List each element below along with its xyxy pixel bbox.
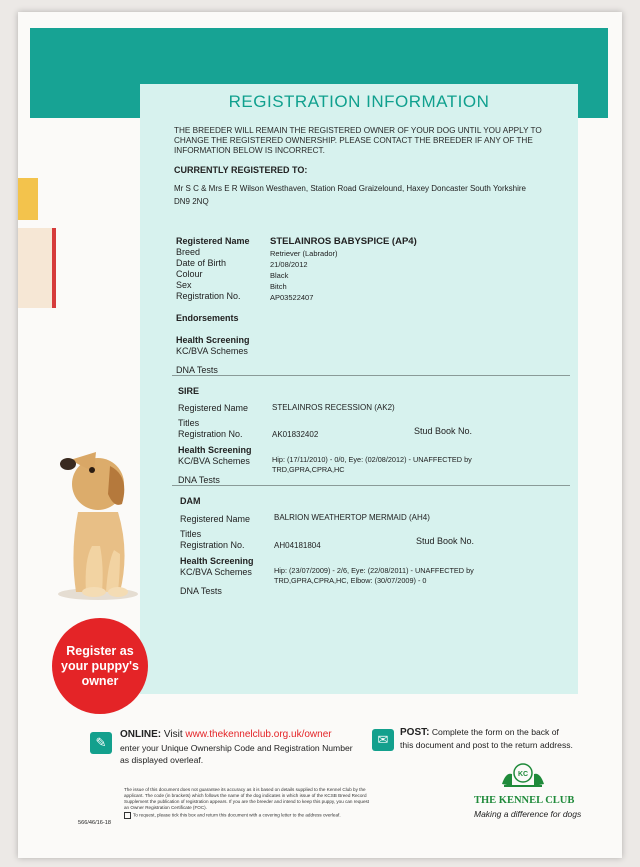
breed-label: Breed [176,247,201,257]
badge-line1: Register as [66,643,134,658]
kennel-club-logo-text: KC [517,771,529,778]
endorsements-label: Endorsements [176,313,239,323]
dog-kc-bva-label: KC/BVA Schemes [176,346,248,356]
registration-panel [140,84,578,694]
registered-name-label: Registered Name [176,236,250,246]
online-heading [120,729,332,740]
divider [172,485,570,486]
foc-request-checkbox[interactable] [124,812,131,819]
dam-heading: DAM [180,496,201,506]
disclaimer-line4: an Owner Registration Certificate (FOC). [124,805,207,810]
disclaimer-line5: To request, please tick this box and return this document with a covering letter to the address overleaf. [133,812,341,818]
document-title: REGISTRATION INFORMATION [228,92,490,111]
badge-line3: owner [81,673,119,688]
dog-values [270,248,338,303]
sire-reg-no: AK01832402 [272,430,319,439]
colour-value: Black [270,271,289,280]
dam-reg-no-label: Registration No. [180,540,245,550]
dob-value: 21/08/2012 [270,260,308,269]
sire-dna-label: DNA Tests [178,475,220,485]
online-visit: Visit [163,729,183,740]
sire-registered-name: STELAINROS RECESSION (AK2) [272,403,395,412]
post-label: POST: [400,727,430,738]
sire-heading: SIRE [178,386,200,396]
dam-health-screening-label: Health Screening [180,556,254,566]
dam-registered-name: BALRION WEATHERTOP MERMAID (AH4) [274,513,430,522]
post-heading [400,727,559,738]
owner-address-line2: DN9 2NQ [174,197,209,206]
dog-dna-label: DNA Tests [176,365,218,375]
dam-dna-label: DNA Tests [180,586,222,596]
owner-url-link[interactable]: www.thekennelclub.org.uk/owner [185,729,332,740]
post-line1: Complete the form on the back of [431,727,559,737]
dob-label: Date of Birth [176,258,227,268]
decorative-strip-yellow [18,178,38,220]
sire-titles-label: Titles [178,418,200,428]
mouse-icon: ✎ [90,732,112,754]
sire-health-line2: TRD,GPRA,CPRA,HC [272,465,345,474]
dam-kc-bva-label: KC/BVA Schemes [180,567,252,577]
sire-registered-name-label: Registered Name [178,403,249,413]
reg-no-value: AP03522407 [270,293,314,302]
form-code: 566/46/16-18 [78,820,111,826]
register-owner-badge [52,618,148,714]
divider [172,375,570,376]
online-line2: enter your Unique Ownership Code and Registration Number [120,743,353,753]
owner-address-line1: Mr S C & Mrs E R Wilson Westhaven, Station Road Graizelound, Haxey Doncaster South Yorkshire [174,184,527,193]
disclaimer [124,787,369,819]
kennel-club-tagline: Making a difference for dogs [474,809,582,819]
reg-no-label: Registration No. [176,291,241,301]
disclaimer-line2: applicant. The code (in brackets) which follows the name of the dog indicates in which issue of the KCSB Breed Record [124,793,367,798]
dog-labels [176,236,250,302]
dog-health-screening-label: Health Screening [176,335,250,345]
kennel-club-logo [498,760,548,790]
online-line3: as displayed overleaf. [120,755,204,765]
puppy-illustration [48,442,144,604]
intro-text: THE BREEDER WILL REMAIN THE REGISTERED OWNER OF YOUR DOG UNTIL YOU APPLY TO CHANGE THE REGISTERED OWNERSHIP. PLEASE CONTACT THE BREEDER IF ANY OF THE INFORMATION BELOW IS INCORRECT. [174,126,542,155]
dam-titles-label: Titles [180,529,202,539]
sire-kc-bva-label: KC/BVA Schemes [178,456,250,466]
sire-health-line1: Hip: (17/11/2010) - 0/0, Eye: (02/08/2012) - UNAFFECTED by [272,455,472,464]
sire-reg-no-label: Registration No. [178,429,243,439]
online-label: ONLINE: [120,729,162,740]
currently-registered-heading: CURRENTLY REGISTERED TO: [174,165,308,175]
breed-value: Retriever (Labrador) [270,249,338,258]
dog-registered-name: STELAINROS BABYSPICE (AP4) [270,236,417,247]
badge-line2: your puppy's [61,658,139,673]
dam-stud-book-label: Stud Book No. [416,536,475,546]
dam-reg-no: AH04181804 [274,541,321,550]
sex-value: Bitch [270,282,287,291]
decorative-strip-red [18,228,56,308]
disclaimer-line1: The issue of this document does not guarantee its accuracy as it is based on details supplied to the Kennel Club by the [124,787,366,792]
envelope-icon: ✉ [372,729,394,751]
kennel-club-name: THE KENNEL CLUB [474,795,575,806]
colour-label: Colour [176,269,203,279]
dam-health-line2: TRD,GPRA,CPRA,HC, Elbow: (30/07/2009) - 0 [274,576,427,585]
sire-stud-book-label: Stud Book No. [414,426,473,436]
dam-registered-name-label: Registered Name [180,514,251,524]
sex-label: Sex [176,280,192,290]
disclaimer-line3: Supplement the publication of registration appears. If you are the breeder and intend to keep this puppy, you can request [124,799,370,804]
post-line2: this document and post to the return address. [400,740,573,750]
sire-health-screening-label: Health Screening [178,445,252,455]
dam-health-line1: Hip: (23/07/2009) - 2/6, Eye: (22/08/2011) - UNAFFECTED by [274,566,474,575]
